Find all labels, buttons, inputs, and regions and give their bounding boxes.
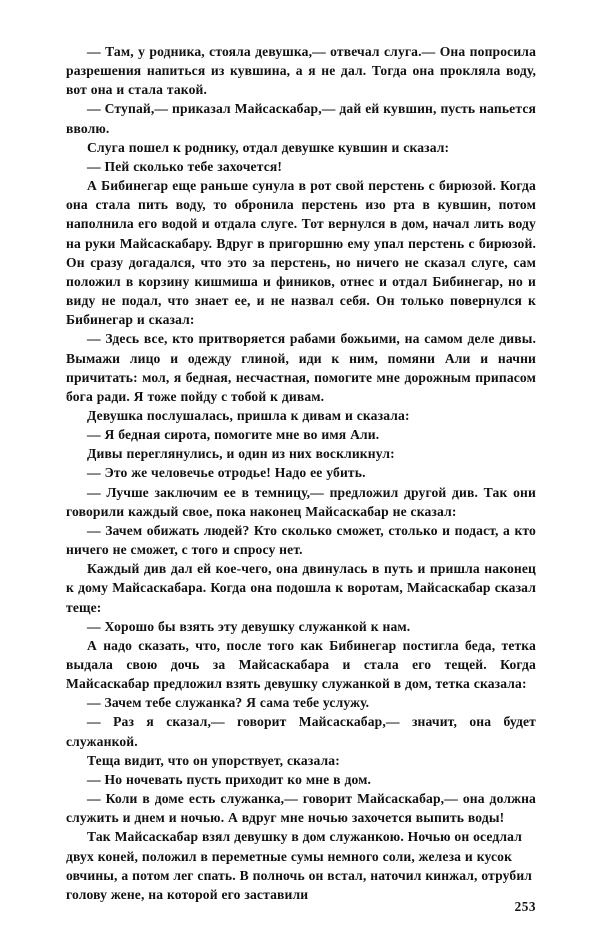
body-paragraph: — Зачем тебе служанка? Я сама тебе услужу. xyxy=(87,695,370,711)
page-text-block xyxy=(66,42,536,904)
body-paragraph: — Но ночевать пусть приходит ко мне в дом. xyxy=(87,771,372,787)
body-paragraph: А Бибинегар еще раньше сунула в рот свой перстень с бирюзой. Когда она стала пить воду, то обронила перстень изо рта в кувшин, потом наполнила его водой и отдала слуге. Тот вернулся в дом, начал лить воду на руки Майсаскабару. Вдруг в пригоршню ему упал перстень с бирюзой. Он сразу догадался, что это за перстень, но ничего не сказал слуге, сам положил в корзину кишмиша и фиников, отнес и отдал Бибинегар, но и виду не подал, что знает ее, и не назвал себя. Он только повернулся к Бибинегар и сказал: xyxy=(66,178,536,328)
body-paragraph: — Лучше заключим ее в темницу,— предложил другой див. Так они говорили каждый свое, пока наконец Майсаскабар не сказал: xyxy=(66,484,536,519)
body-paragraph: — Хорошо бы взять эту девушку служанкой к нам. xyxy=(87,618,411,634)
body-paragraph: Слуга пошел к роднику, отдал девушке кувшин и сказал: xyxy=(87,139,450,155)
page-number: 253 xyxy=(514,899,536,914)
body-paragraph: Так Майсаскабар взял девушку в дом служанкою. Ночью он оседлал двух коней, положил в переметные сумы немного соли, железа и кусок овчины, а потом лег спать. В полночь он встал, наточил кинжал, отрубил голову жене, на которой его заставили xyxy=(66,829,533,902)
body-paragraph: Девушка послушалась, пришла к дивам и сказала: xyxy=(87,407,410,423)
body-paragraph: Дивы переглянулись, и один из них воскликнул: xyxy=(87,446,395,462)
body-paragraph: — Раз я сказал,— говорит Майсаскабар,— значит, она будет служанкой. xyxy=(66,714,536,749)
body-paragraph: Теща видит, что он упорствует, сказала: xyxy=(87,752,340,768)
body-paragraph: — Зачем обижать людей? Кто сколько сможет, столько и подаст, а кто ничего не сможет, с того и спросу нет. xyxy=(66,522,536,558)
body-paragraph: Каждый див дал ей кое-чего, она двинулась в путь и пришла наконец к дому Майсаскабара. Когда она подошла к воротам, Майсаскабар сказал теще: xyxy=(66,561,536,615)
body-paragraph: А надо сказать, что, после того как Бибинегар постигла беда, тетка выдала свою дочь за Майсаскабара и стала его тещей. Когда Майсаскабар предложил взять девушку служанкой в дом, тетка сказала: xyxy=(66,637,536,692)
body-paragraph: — Ступай,— приказал Майсаскабар,— дай ей кувшин, пусть напьется вволю. xyxy=(66,101,536,136)
body-paragraph: — Пей сколько тебе захочется! xyxy=(87,158,283,174)
body-paragraph: — Я бедная сирота, помогите мне во имя Али. xyxy=(87,427,380,443)
body-paragraph: — Коли в доме есть служанка,— говорит Майсаскабар,— она должна служить и днем и ночью. А вдруг мне ночью захочется выпить воды! xyxy=(66,791,536,826)
body-paragraph: — Здесь все, кто притворяется рабами божьими, на самом деле дивы. Вымажи лицо и одежду глиной, иди к ним, помяни Али и начни причитать: мол, я бедная, несчастная, помогите мне дорожным припасом бога ради. Я тоже пойду с тобой к дивам. xyxy=(66,331,536,404)
body-paragraph: — Там, у родника, стояла девушка,— отвечал слуга.— Она попросила разрешения напиться из кувшина, а я не дал. Тогда она прокляла воду, вот она и стала такой. xyxy=(66,44,536,98)
body-paragraph: — Это же человечье отродье! Надо ее убить. xyxy=(87,465,366,481)
